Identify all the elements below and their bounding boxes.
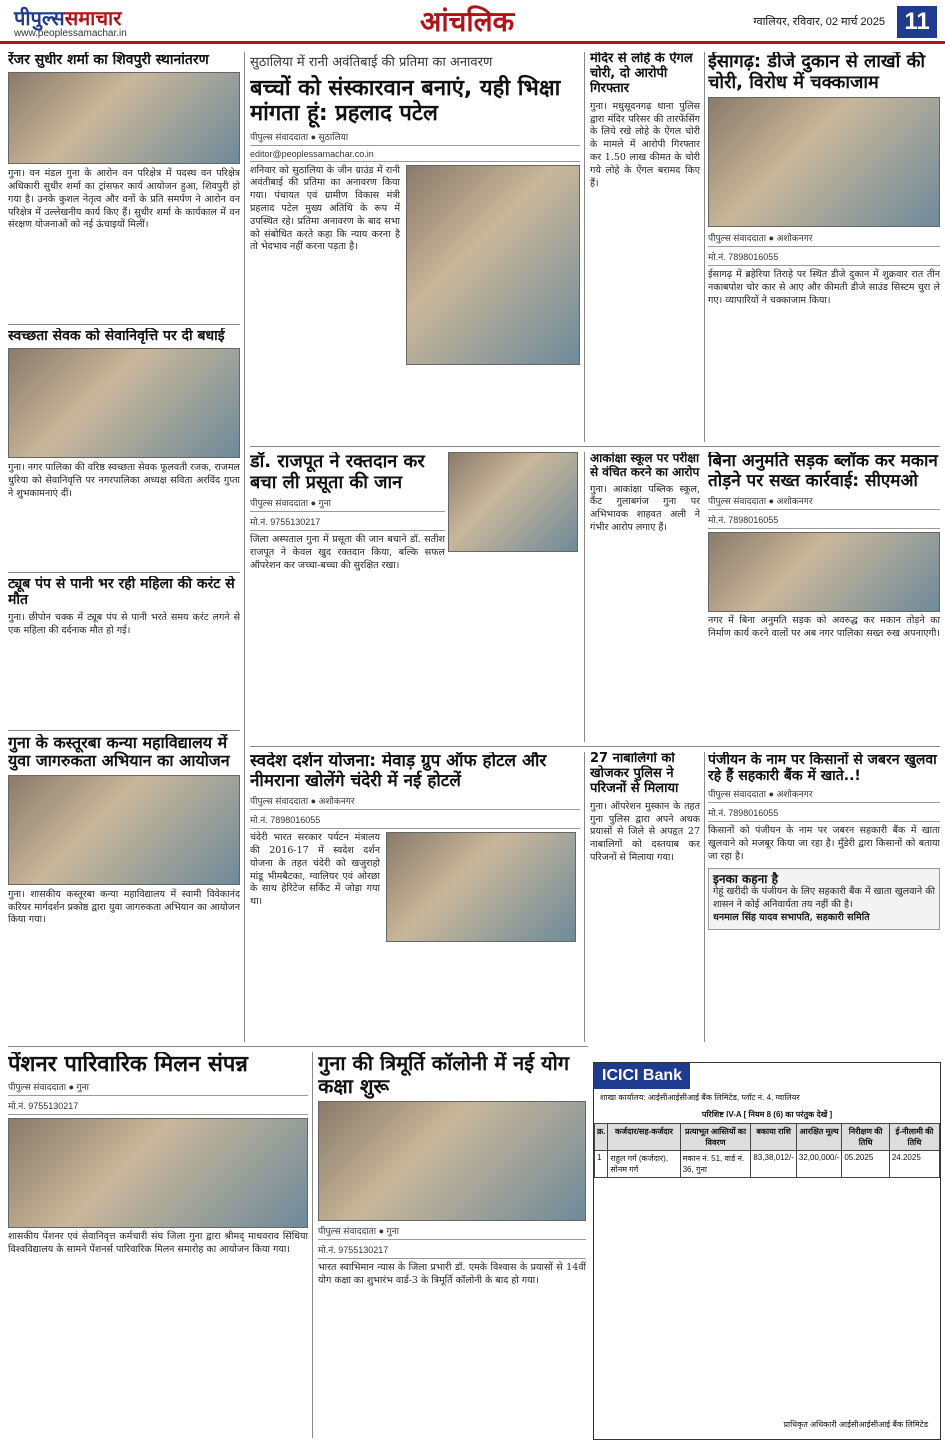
newspaper-logo: पीपुल्ससमाचार bbox=[14, 6, 122, 30]
cell: 05.2025 bbox=[842, 1151, 889, 1178]
article-body: किसानों को पंजीयन के नाम पर जबरन सहकारी बैंक में खाता खुलवाने को मजबूर किया जा रहा है। मुँडेरी द्वारा किसानों को बताया जा रहा है। bbox=[708, 825, 940, 862]
byline: पीपुल्स संवाददाता ● अशोकनगर bbox=[708, 787, 940, 803]
col-inspection: निरीक्षण की तिथि bbox=[842, 1124, 889, 1151]
story-rani bbox=[250, 52, 580, 444]
col-borrower: कर्जदार/सह-कर्जदार bbox=[608, 1124, 680, 1151]
article-body: नगर में बिना अनुमति सड़क को अवरुद्ध कर मकान तोड़ने का निर्माण कार्य करने वालों पर अब नगर पालिका सख्त रुख अपनाएगी। bbox=[708, 615, 940, 639]
mobile: मो.नं. 7898016055 bbox=[708, 513, 940, 529]
table-row bbox=[595, 1151, 940, 1178]
story-swadesh bbox=[250, 752, 580, 1042]
bank-address: शाखा कार्यालय: आईसीआईसीआई बैंक लिमिटेड, प्लॉट नं. 4, ग्वालियर bbox=[600, 1093, 800, 1102]
story-nabalig bbox=[590, 752, 700, 1042]
photo bbox=[8, 1118, 308, 1228]
ad-footer: प्राधिकृत अधिकारी आईसीआईसीआई बैंक लिमिटेड bbox=[783, 1420, 928, 1429]
photo bbox=[8, 72, 240, 164]
article-body: गुना। मधुसूदनगढ़ थाना पुलिस द्वारा मंदिर परिसर की तारफेंसिंग के लिये रखे लोहे के ऐंगल चोरी के मामले में आरोपी गिरफ्तार कर 1.50 लाख कीमत के चोरी गये लोहे के ऐंगल बरामद किए हैं। bbox=[590, 100, 700, 189]
article-body: भारत स्वाभिमान न्यास के जिला प्रभारी डॉ. एमके विश्वास के प्रयासों से 14वीं योग कक्षा का शुभारंभ वार्ड-3 के त्रिमूर्ति कॉलोनी के बाद हो गया। bbox=[318, 1262, 586, 1286]
article-body: गुना। वन मंडल गुना के आरोन वन परिक्षेत्र में पदस्थ वन परिक्षेत्र अधिकारी सुधीर शर्मा का ट्रांसफर कार्य आयोजन हुआ, शिवपुरी हो गया है। उनके कुशल नेतृत्व और वनों के प्रति समर्पण ने आरोन वन परिक्षेत्र में उल्लेखनीय कार्य किए हैं। सुधीर शर्मा के कार्यकाल में वन संरक्षण योजनाओं को नई ऊंचाइयों मिलीं। bbox=[8, 168, 240, 231]
article-body: शासकीय पेंशनर एवं सेवानिवृत्त कर्मचारी संघ जिला गुना द्वारा श्रीमद् माधवराव सिंधिया विश्वविद्यालय के सामने पेंशनर्स पारिवारिक मिलन समारोह का आयोजन किया गया। bbox=[8, 1231, 308, 1256]
photo bbox=[448, 452, 578, 552]
photo bbox=[406, 165, 580, 365]
article-body: गुना। आकांक्षा पब्लिक स्कूल, कैंट गुलाबगंज गुना पर अभिभावक शाहवत अली ने गंभीर आरोप लगाए हैं। bbox=[590, 483, 700, 534]
headline: पंजीयन के नाम पर किसानों से जबरन खुलवा रहे हैं सहकारी बैंक में खाते..! bbox=[708, 752, 937, 785]
article-body: चंदेरी भारत सरकार पर्यटन मंत्रालय की 2016-17 में स्वदेश दर्शन योजना के तहत चंदेरी को खजुराहो मांडू भीमबैटका, ग्वालियर एवं ओरछा के साथ हेरिटेज सर्किट में जोड़ा गया था। bbox=[250, 832, 380, 908]
notice-title: परिशिष्ट IV-A [ नियम 8 (6) का परंतुक देखें ] bbox=[701, 1110, 833, 1119]
story-pensioner bbox=[8, 1052, 308, 1438]
section-title: आंचलिक bbox=[420, 5, 515, 38]
box-signer: धनमाल सिंह यादव सभापति, सहकारी समिति bbox=[713, 912, 870, 924]
story-swachhta bbox=[8, 328, 240, 568]
bank-logo: ICICI Bank bbox=[594, 1063, 690, 1089]
col-property: प्रत्याभूत आस्तियों का विवरण bbox=[680, 1124, 751, 1151]
story-rajput-photo bbox=[448, 452, 578, 742]
headline: गुना के कस्तूरबा कन्या महाविद्यालय में युवा जागरुकता अभियान का आयोजन bbox=[8, 734, 230, 771]
article-body: गुना। ऑपरेशन मुस्कान के तहत गुना पुलिस द्वारा अपने अथक प्रयासों से जिले से अपहृत 27 नाबालिगों को दस्तयाब कर परिजनों से मिलाया गया। bbox=[590, 800, 700, 864]
email: editor@peoplessamachar.co.in bbox=[250, 149, 580, 162]
story-rajput bbox=[250, 452, 445, 742]
cell: 83,38,012/- bbox=[751, 1151, 796, 1178]
cell: 24.2025 bbox=[889, 1151, 939, 1178]
headline: मंदिर से लोहे के ऐंगल चोरी, दो आरोपी गिरफ्तार bbox=[590, 52, 693, 96]
inka-kehna-box bbox=[708, 868, 940, 930]
mobile: मो.नं. 9755130217 bbox=[250, 515, 445, 531]
masthead bbox=[0, 0, 945, 44]
headline: ईसागढ़: डीजे दुकान से लाखों की चोरी, विरोध में चक्काजाम bbox=[708, 52, 926, 93]
site-url: www.peoplessamachar.in bbox=[14, 28, 127, 39]
mobile: मो.नं. 9755130217 bbox=[318, 1243, 586, 1259]
dateline: ग्वालियर, रविवार, 02 मार्च 2025 bbox=[753, 16, 885, 28]
story-mandir bbox=[590, 52, 700, 442]
article-body: गुना। छीपोन चक्क में ट्यूब पंप से पानी भरते समय करंट लगने से एक महिला की दर्दनाक मौत हो गई। bbox=[8, 612, 240, 636]
headline: स्वच्छता सेवक को सेवानिवृत्ति पर दी बधाई bbox=[8, 328, 225, 344]
article-body: जिला अस्पताल गुना में प्रसूता की जान बचाने डॉ. सतीश राजपूत ने केवल खुद रक्तदान किया, बल्कि सफल ऑपरेशन कर जच्चा-बच्चा की सुरक्षित रखा। bbox=[250, 534, 445, 571]
headline: रेंजर सुधीर शर्मा का शिवपुरी स्थानांतरण bbox=[8, 52, 209, 68]
story-isagarh bbox=[708, 52, 940, 442]
headline: पेंशनर पारिवारिक मिलन संपन्न bbox=[8, 1052, 248, 1077]
story-panjiyan bbox=[708, 752, 940, 1042]
story-sadak-body bbox=[708, 452, 940, 742]
logo-brand-b: समाचार bbox=[64, 6, 122, 30]
box-body: गेहूं खरीदी के पंजीयन के लिए सहकारी बैंक में खाता खुलवाने की शासन ने कोई अनिवार्यता तय नहीं की है। bbox=[713, 886, 935, 911]
cell: 1 bbox=[595, 1151, 608, 1178]
story-kasturba bbox=[8, 734, 240, 1034]
headline: डॉ. राजपूत ने रक्तदान कर बचा ली प्रसूता की जान bbox=[250, 452, 425, 493]
story-current bbox=[8, 576, 240, 726]
mobile: मो.नं. 9755130217 bbox=[8, 1099, 308, 1115]
byline: पीपुल्स संवाददाता ● सुठालिया bbox=[250, 130, 580, 146]
mobile: मो.नं. 7898016055 bbox=[708, 806, 940, 822]
col-auction: ई-नीलामी की तिथि bbox=[889, 1124, 939, 1151]
mobile: मो.नं. 7898016055 bbox=[708, 250, 940, 266]
article-body: गुना। नगर पालिका की वरिष्ठ स्वच्छता सेवक फूलवती रजक, राजमल धुरिया को सेवानिवृत्ति पर नगरपालिका अध्यक्ष सविता अरविंद गुप्ता ने शुभकामनाएं दीं। bbox=[8, 462, 240, 499]
byline: पीपुल्स संवाददाता ● गुना bbox=[8, 1080, 308, 1096]
story-yoga bbox=[318, 1052, 586, 1438]
photo bbox=[8, 348, 240, 458]
photo bbox=[318, 1101, 586, 1221]
byline: पीपुल्स संवाददाता ● अशोकनगर bbox=[708, 231, 940, 247]
mobile: मो.नं. 7898016055 bbox=[250, 813, 580, 829]
kicker: सुठालिया में रानी अवंतिबाई की प्रतिमा का अनावरण bbox=[250, 55, 493, 70]
headline: बिना अनुमति सड़क ब्लॉक कर मकान तोड़ने पर सख्त कार्रवाई: सीएमओ bbox=[708, 452, 938, 491]
photo bbox=[708, 532, 940, 612]
headline: ट्यूब पंप से पानी भर रही महिला की करंट से मौत bbox=[8, 576, 235, 609]
headline: स्वदेश दर्शन योजना: मेवाड़ ग्रुप ऑफ होटल और नीमराना खोलेंगे चंदेरी में नई होटलें bbox=[250, 752, 547, 791]
headline: गुना की त्रिमूर्ति कॉलोनी में नई योग कक्षा शुरू bbox=[318, 1052, 570, 1098]
photo bbox=[8, 775, 240, 885]
photo bbox=[386, 832, 576, 942]
story-ranger bbox=[8, 52, 240, 322]
headline: बच्चों को संस्कारवान बनाएं, यही भिक्षा मांगता हूं: प्रहलाद पटेल bbox=[250, 76, 561, 127]
byline: पीपुल्स संवाददाता ● अशोकनगर bbox=[250, 794, 580, 810]
col-due: बकाया राशि bbox=[751, 1124, 796, 1151]
auction-table bbox=[594, 1123, 940, 1178]
headline: 27 नाबालिगों को खोजकर पुलिस ने परिजनों से मिलाया bbox=[590, 752, 679, 796]
cell: राहुल गर्ग (कर्जदार), सोनम गर्ग bbox=[608, 1151, 680, 1178]
headline: आकांक्षा स्कूल पर परीक्षा से वंचित करने का आरोप bbox=[590, 452, 700, 479]
box-title: इनका कहना है bbox=[713, 871, 778, 886]
photo bbox=[708, 97, 940, 227]
cell: मकान नं. 51, वार्ड नं. 36, गुना bbox=[680, 1151, 751, 1178]
col-sno: क्र. bbox=[595, 1124, 608, 1151]
byline: पीपुल्स संवाददाता ● अशोकनगर bbox=[708, 494, 940, 510]
article-body: ईसागढ़ में ब्रहेरिया तिराहे पर स्थित डीजे दुकान में शुक्रवार रात तीन नकाबपोश चोर कार से आए और कीमती डीजे साउंड सिस्टम चुरा ले गए। व्यापारियों ने चक्काजाम किया। bbox=[708, 269, 940, 306]
byline: पीपुल्स संवाददाता ● गुना bbox=[250, 496, 445, 512]
bank-notice-ad bbox=[593, 1062, 941, 1440]
article-body: गुना। शासकीय कस्तूरबा कन्या महाविद्यालय में स्वामी विवेकानंद करियर मार्गदर्शन प्रकोष्ठ द्वारा युवा जागरुकता अभियान का आयोजन किया गया। bbox=[8, 888, 240, 926]
cell: 32,00,000/- bbox=[796, 1151, 841, 1178]
article-body: शनिवार को सुठालिया के जीन ग्राउंड में रानी अवंतीबाई की प्रतिमा का अनावरण किया गया। पंचायत एवं ग्रामीण विकास मंत्री प्रहलाद पटेल मुख्य अतिथि के रूप में उपस्थित रहे। प्रतिमा अनावरण के बाद सभा को संबोधित करते कहा कि न्याय करना है तो भेदभाव नहीं करना पड़ता है। bbox=[250, 164, 400, 253]
byline: पीपुल्स संवाददाता ● गुना bbox=[318, 1224, 586, 1240]
col-reserve: आरक्षित मूल्य bbox=[796, 1124, 841, 1151]
page-number: 11 bbox=[897, 6, 937, 38]
